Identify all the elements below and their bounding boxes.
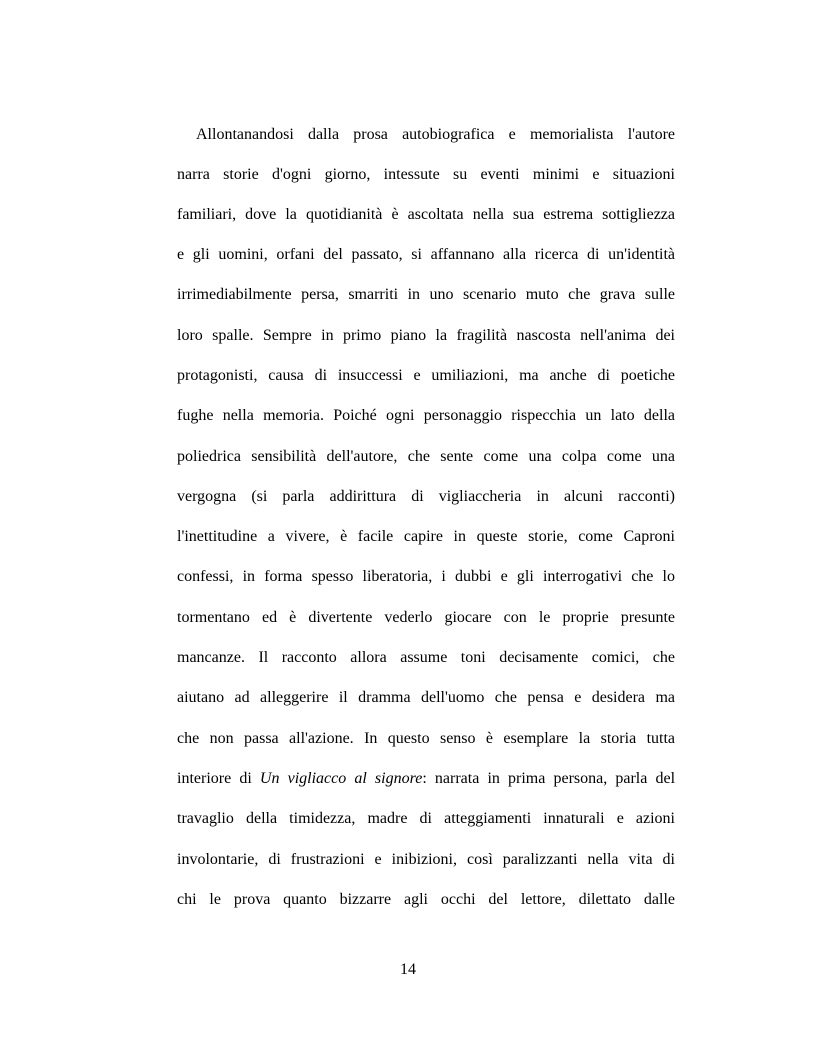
text-line: narra storie d'ogni giorno, intessute su eventi minimi e situazioni	[177, 166, 675, 183]
text-line: aiutano ad alleggerire il dramma dell'uomo che pensa e desidera ma	[177, 689, 675, 706]
text-line: mancanze. Il racconto allora assume toni decisamente comici, che	[177, 649, 675, 666]
text-line: l'inettitudine a vivere, è facile capire in queste storie, come Caproni	[177, 528, 675, 545]
text-segment: : narrata in prima persona, parla del	[422, 770, 676, 787]
text-segment: interiore di	[177, 770, 260, 787]
text-line: involontarie, di frustrazioni e inibizioni, così paralizzanti nella vita di	[177, 851, 675, 868]
text-line: tormentano ed è divertente vederlo giocare con le proprie presunte	[177, 609, 675, 626]
text-line: familiari, dove la quotidianità è ascoltata nella sua estrema sottigliezza	[177, 206, 675, 223]
text-line: poliedrica sensibilità dell'autore, che sente come una colpa come una	[177, 448, 675, 465]
text-line: Allontanandosi dalla prosa autobiografica e memorialista l'autore	[196, 126, 675, 143]
text-line: confessi, in forma spesso liberatoria, i dubbi e gli interrogativi che lo	[177, 568, 675, 585]
text-line: protagonisti, causa di insuccessi e umiliazioni, ma anche di poetiche	[177, 367, 675, 384]
text-line: travaglio della timidezza, madre di atteggiamenti innaturali e azioni	[177, 810, 675, 827]
text-line: chi le prova quanto bizzarre agli occhi del lettore, dilettato dalle	[177, 891, 675, 908]
text-line: irrimediabilmente persa, smarriti in uno scenario muto che grava sulle	[177, 286, 675, 303]
story-title: Un vigliacco al signore	[259, 770, 423, 787]
text-line: che non passa all'azione. In questo senso è esemplare la storia tutta	[177, 730, 675, 747]
text-line: loro spalle. Sempre in primo piano la fragilità nascosta nell'anima dei	[177, 327, 675, 344]
text-line: e gli uomini, orfani del passato, si affannano alla ricerca di un'identità	[177, 246, 675, 263]
page-number: 14	[400, 961, 416, 978]
text-line: vergogna (si parla addirittura di vigliaccheria in alcuni racconti)	[177, 488, 675, 505]
text-line-with-title	[177, 769, 675, 789]
text-line: fughe nella memoria. Poiché ogni personaggio rispecchia un lato della	[177, 407, 675, 424]
